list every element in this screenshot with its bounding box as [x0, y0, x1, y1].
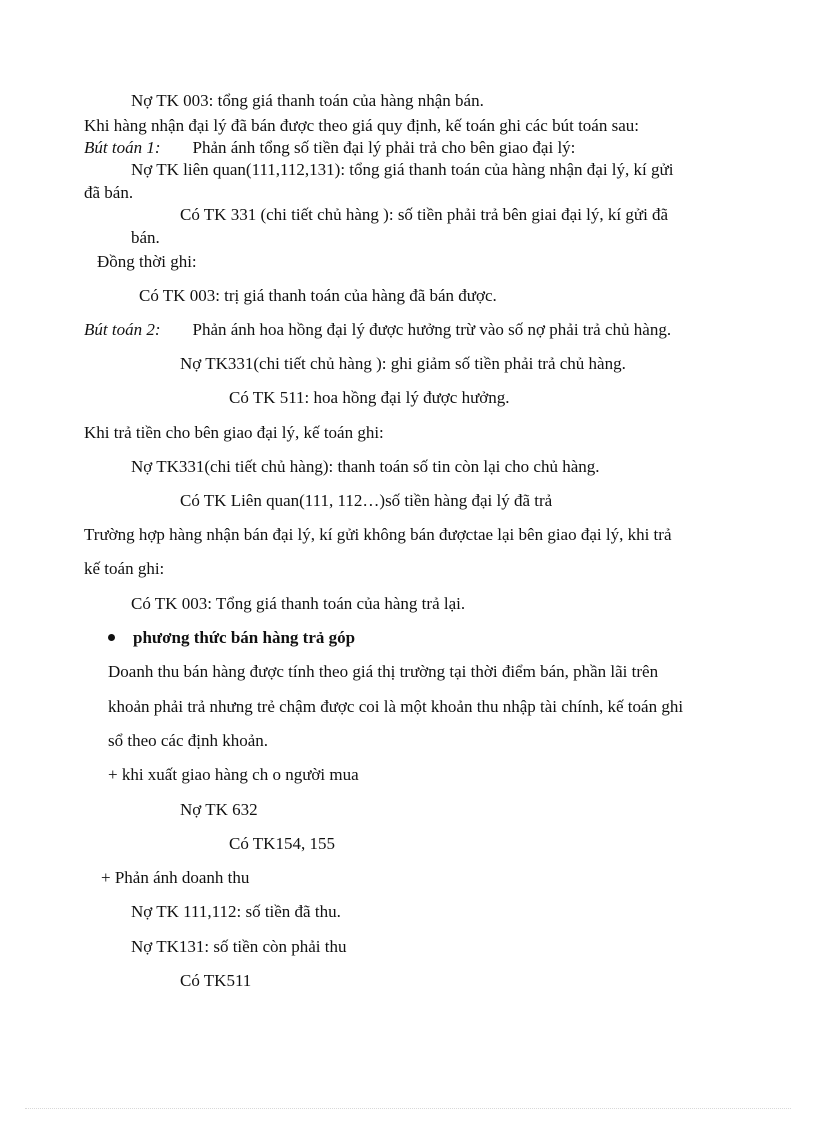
bullet-icon: [108, 634, 115, 641]
text-line: Có TK 331 (chi tiết chủ hàng ): số tiền phải trả bên giai đại lý, kí gửi đã: [180, 205, 669, 224]
text-line: bán.: [131, 228, 160, 247]
text-line: Khi trả tiền cho bên giao đại lý, kế toán ghi:: [84, 423, 384, 442]
text-line: Có TK 003: trị giá thanh toán của hàng đã bán được.: [139, 286, 497, 305]
text-line: Nợ TK 003: tổng giá thanh toán của hàng nhận bán.: [131, 91, 484, 110]
text-line: Trường hợp hàng nhận bán đại lý, kí gửi không bán đượctae lại bên giao đại lý, khi trả: [84, 525, 672, 544]
text-line: Nợ TK 632: [180, 800, 258, 819]
text-line: Khi hàng nhận đại lý đã bán được theo giá quy định, kế toán ghi các bút toán sau:: [84, 116, 639, 135]
text-line: Đồng thời ghi:: [97, 252, 197, 271]
page-bottom-rule: [25, 1108, 791, 1109]
text-line: Nợ TK liên quan(111,112,131): tổng giá thanh toán của hàng nhận đại lý, kí gửi: [131, 160, 674, 179]
text-line: + Phản ánh doanh thu: [101, 868, 250, 887]
text-line: Nợ TK 111,112: số tiền đã thu.: [131, 902, 341, 921]
text-line: Nợ TK331(chi tiết chủ hàng ): ghi giảm số tiền phải trả chủ hàng.: [180, 354, 626, 373]
text-line: Có TK Liên quan(111, 112…)số tiền hàng đại lý đã trả: [180, 491, 553, 510]
text-line: đã bán.: [84, 183, 134, 202]
text-line: Có TK 003: Tổng giá thanh toán của hàng trả lại.: [131, 594, 466, 613]
entry-label: Bút toán 2:: [84, 320, 161, 339]
text-line: Doanh thu bán hàng được tính theo giá thị trường tại thời điểm bán, phần lãi trên: [108, 662, 659, 681]
text-line: + khi xuất giao hàng ch o người mua: [108, 765, 359, 784]
bullet-heading: [108, 628, 355, 648]
section-heading: phương thức bán hàng trả góp: [133, 628, 356, 647]
text-line: Có TK154, 155: [229, 834, 335, 853]
entry-description: Phản ánh hoa hồng đại lý được hưởng trừ vào số nợ phải trả chủ hàng.: [192, 320, 672, 339]
text-line: Có TK511: [180, 971, 252, 990]
text-line: khoản phải trả nhưng trẻ chậm được coi là một khoản thu nhập tài chính, kế toán ghi: [108, 697, 684, 716]
text-line: kế toán ghi:: [84, 559, 165, 578]
text-line: [84, 320, 671, 340]
text-line: sổ theo các định khoản.: [108, 731, 269, 750]
entry-label: Bút toán 1:: [84, 138, 161, 157]
text-line: Nợ TK131: số tiền còn phải thu: [131, 937, 347, 956]
text-line: Có TK 511: hoa hồng đại lý được hưởng.: [229, 388, 510, 407]
text-line: Nợ TK331(chi tiết chủ hàng): thanh toán số tin còn lại cho chủ hàng.: [131, 457, 600, 476]
entry-description: Phản ánh tổng số tiền đại lý phải trả cho bên giao đại lý:: [192, 138, 576, 157]
text-line: [84, 138, 575, 158]
